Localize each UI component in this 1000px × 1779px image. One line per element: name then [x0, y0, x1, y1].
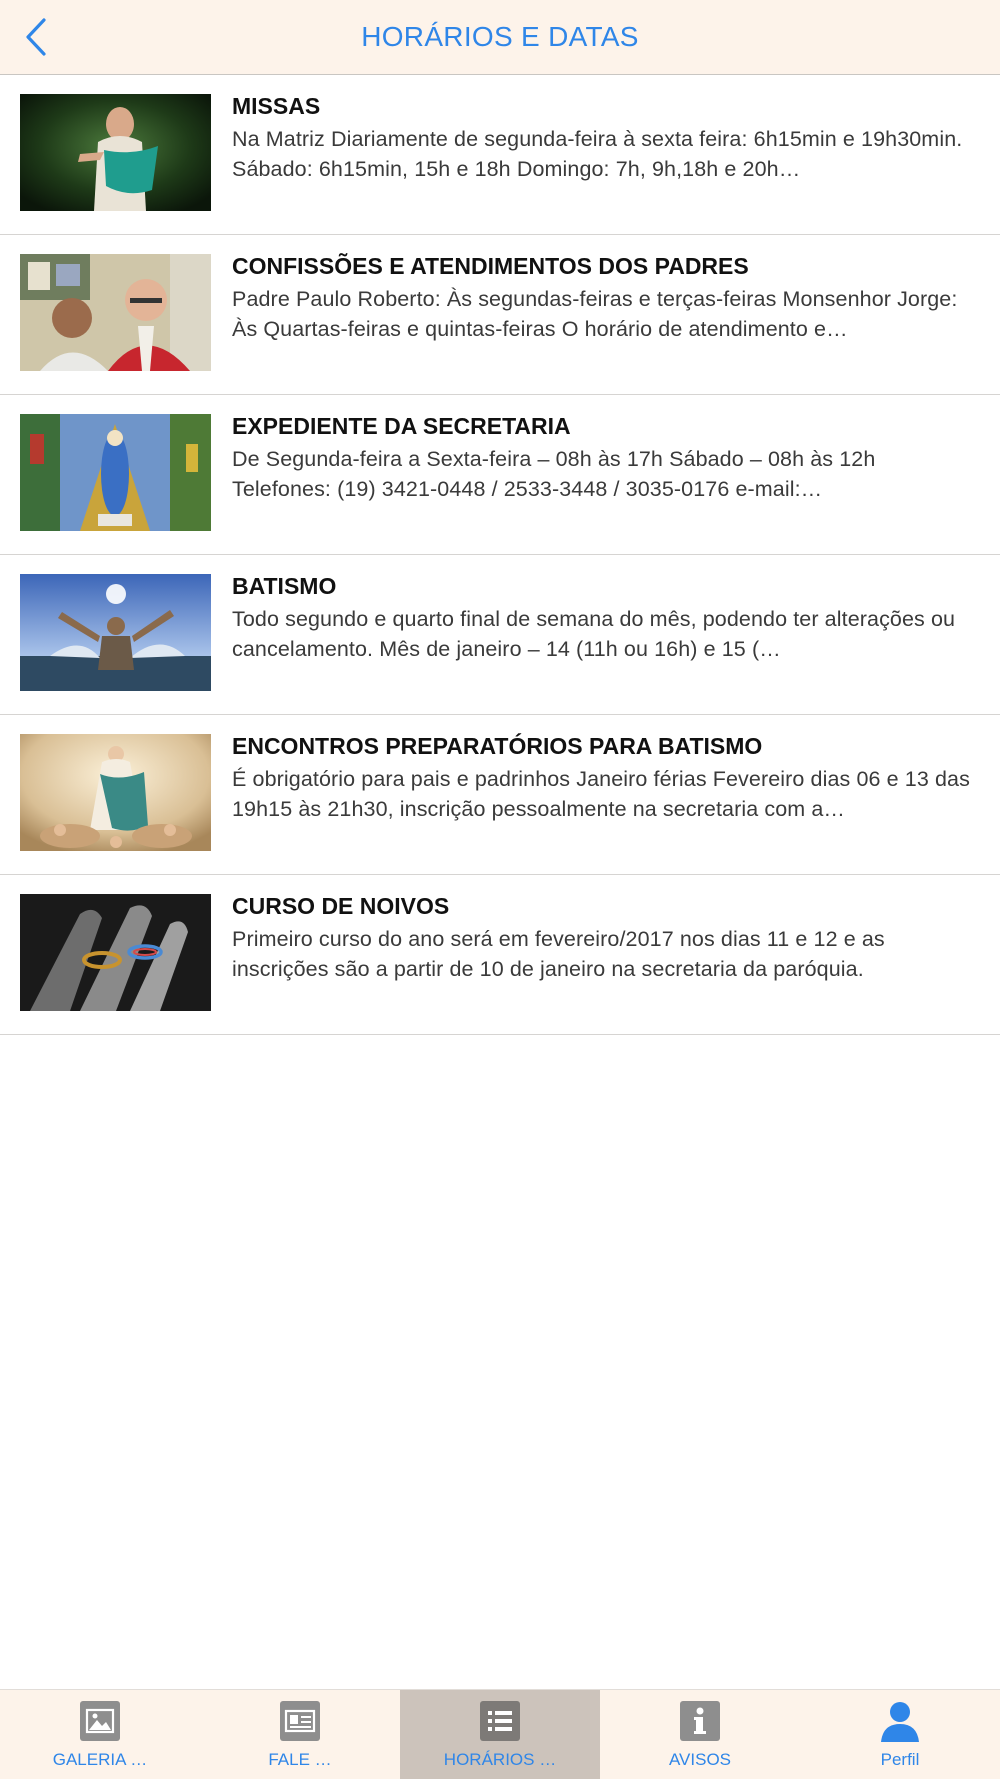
- item-description: De Segunda-feira a Sexta-feira – 08h às 17h Sábado – 08h às 12h Telefones: (19) 3421-0448 / 2533-3448 / 3035-0176 e-mail:…: [232, 447, 876, 501]
- tab-galeria[interactable]: [0, 1690, 200, 1779]
- tab-horarios[interactable]: [400, 1690, 600, 1779]
- item-description: Todo segundo e quarto final de semana do mês, podendo ter alterações ou cancelamento. Mês de janeiro – 14 (11h ou 16h) e 15 (…: [232, 607, 956, 661]
- item-description: Primeiro curso do ano será em fevereiro/2017 nos dias 11 e 12 e as inscrições são a partir de 10 de janeiro na secretaria da paróquia.: [232, 927, 885, 981]
- expediente-thumbnail: [20, 414, 211, 531]
- tab-label: FALE …: [268, 1750, 332, 1769]
- tab-label: HORÁRIOS …: [443, 1750, 557, 1769]
- contact-card-icon: [279, 1700, 321, 1742]
- list-item-missas[interactable]: [0, 75, 1000, 235]
- encontros-thumbnail: [20, 734, 211, 851]
- list-icon: [479, 1700, 521, 1742]
- list-item-batismo[interactable]: [0, 555, 1000, 715]
- missas-thumbnail: [20, 94, 211, 211]
- list-item-confissoes[interactable]: [0, 235, 1000, 395]
- tab-label: GALERIA …: [52, 1750, 148, 1769]
- tab-bar: [0, 1689, 1000, 1779]
- item-title: MISSAS: [232, 93, 321, 119]
- confissoes-thumbnail: [20, 254, 211, 371]
- item-title: ENCONTROS PREPARATÓRIOS PARA BATISMO: [232, 733, 763, 759]
- item-title: EXPEDIENTE DA SECRETARIA: [232, 413, 571, 439]
- list-item-expediente[interactable]: [0, 395, 1000, 555]
- image-icon: [79, 1700, 121, 1742]
- page-title: HORÁRIOS E DATAS: [361, 21, 639, 52]
- tab-label: AVISOS: [668, 1750, 732, 1769]
- list-item-curso-noivos[interactable]: [0, 875, 1000, 1035]
- tab-fale[interactable]: [200, 1690, 400, 1779]
- item-description: Na Matriz Diariamente de segunda-feira à sexta feira: 6h15min e 19h30min. Sábado: 6h15min, 15h e 18h Domingo: 7h, 9h,18h e 20h…: [232, 127, 963, 181]
- tab-perfil[interactable]: [800, 1690, 1000, 1779]
- tab-label: Perfil: [880, 1750, 920, 1769]
- list-item-encontros[interactable]: [0, 715, 1000, 875]
- item-description: Padre Paulo Roberto: Às segundas-feiras e terças-feiras Monsenhor Jorge: Às Quartas-feiras e quintas-feiras O horário de atendimento e…: [232, 287, 958, 341]
- item-title: BATISMO: [232, 573, 337, 599]
- item-title: CONFISSÕES E ATENDIMENTOS DOS PADRES: [232, 253, 749, 279]
- info-icon: [679, 1700, 721, 1742]
- schedule-list: [0, 75, 1000, 1035]
- item-title: CURSO DE NOIVOS: [232, 893, 450, 919]
- person-icon: [879, 1700, 921, 1742]
- item-description: É obrigatório para pais e padrinhos Janeiro férias Fevereiro dias 06 e 13 das 19h15 às 21h30, inscrição pessoalmente na secretaria com a…: [232, 767, 970, 821]
- tab-avisos[interactable]: [600, 1690, 800, 1779]
- curso-noivos-thumbnail: [20, 894, 211, 1011]
- nav-header: [0, 0, 1000, 75]
- batismo-thumbnail: [20, 574, 211, 691]
